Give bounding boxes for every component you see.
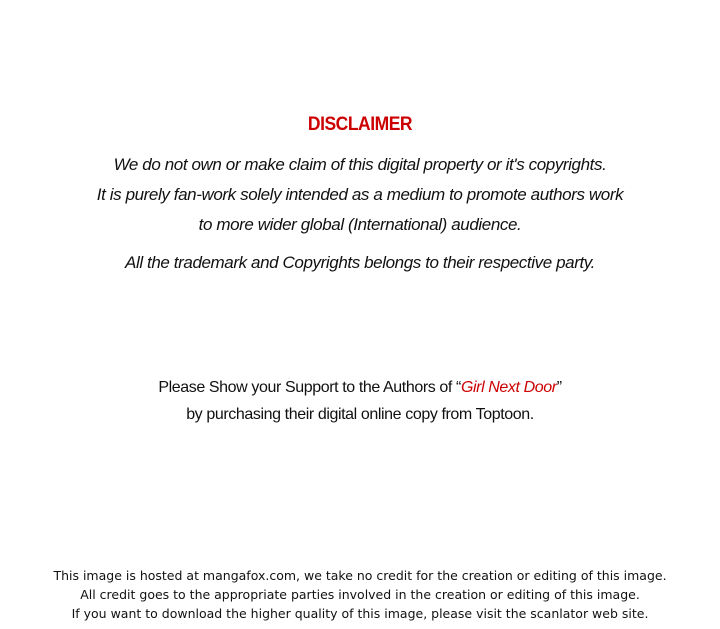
support-suffix: ” <box>556 379 562 396</box>
manga-title: Girl Next Door <box>460 379 557 396</box>
disclaimer-line-fan-work: It is purely fan-work solely intended as a medium to promote authors work <box>96 185 624 204</box>
disclaimer-line-ownership: We do not own or make claim of this digital property or it's copyrights. <box>113 155 607 174</box>
disclaimer-title: DISCLAIMER <box>307 114 413 135</box>
support-prefix: Please Show your Support to the Authors of “ <box>158 379 461 396</box>
footer-line-hosting: This image is hosted at mangafox.com, we take no credit for the creation or editing of this image. <box>53 568 667 583</box>
disclaimer-line-audience: to more wider global (International) audience. <box>198 215 522 234</box>
footer-line-credit: All credit goes to the appropriate parties involved in the creation or editing of this image. <box>80 587 640 602</box>
footer-line-download: If you want to download the higher quality of this image, please visit the scanlator web site. <box>71 606 649 621</box>
support-line-purchase: by purchasing their digital online copy from Toptoon. <box>186 406 534 423</box>
disclaimer-line-trademark: All the trademark and Copyrights belongs to their respective party. <box>125 253 595 272</box>
support-line-authors <box>0 379 720 397</box>
